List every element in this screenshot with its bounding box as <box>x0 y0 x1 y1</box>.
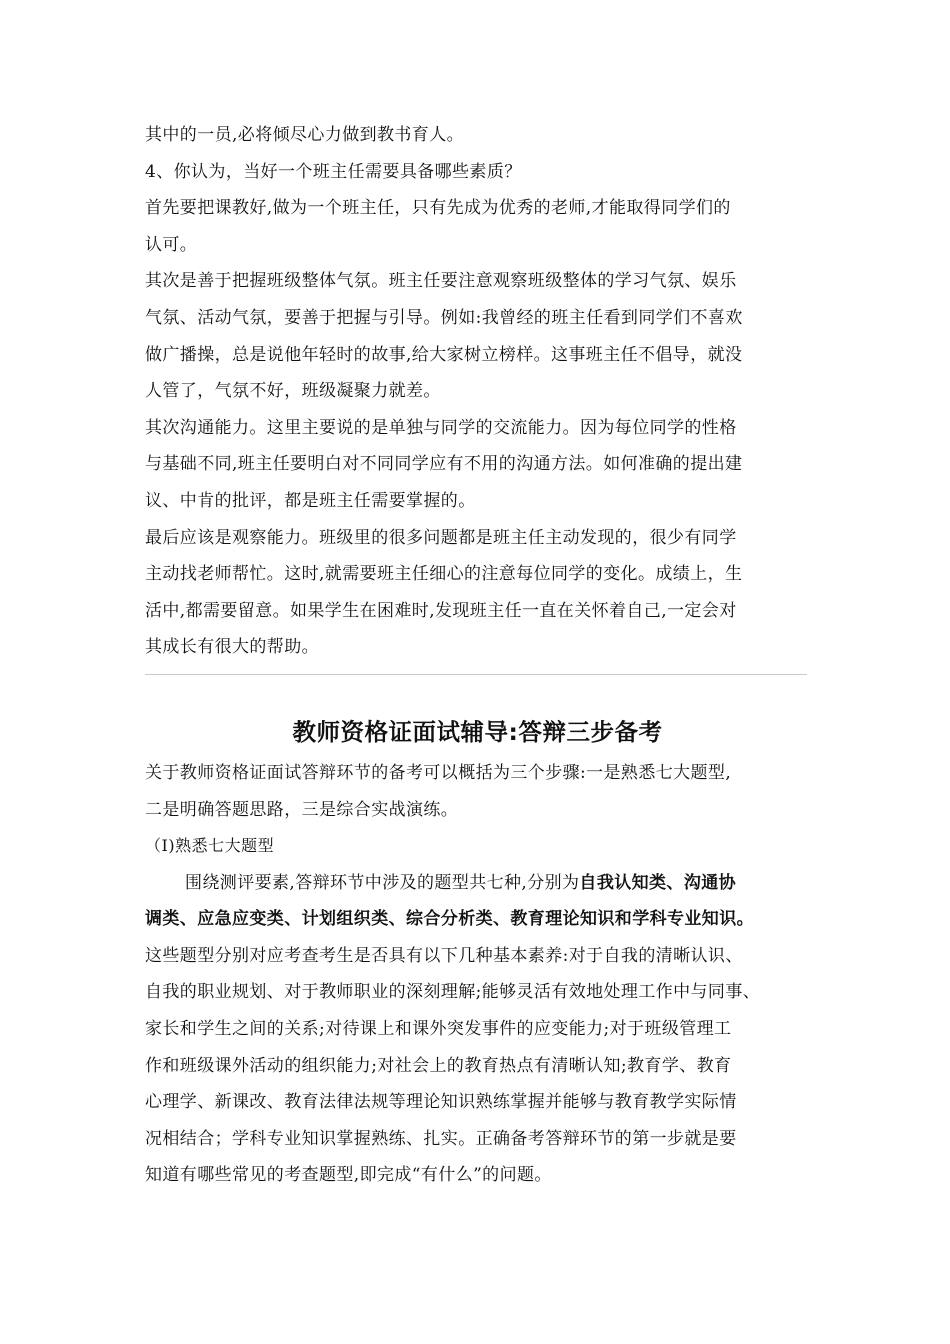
text-line: 家长和学生之间的关系;对待课上和课外突发事件的应变能力;对于班级管理工 <box>145 1019 732 1040</box>
text-line: 认可。 <box>145 234 198 255</box>
text-line: 其次是善于把握班级整体气氛。班主任要注意观察班级整体的学习气氛、娱乐 <box>145 271 737 292</box>
text-line: 气氛、活动气氛，要善于把握与引导。例如:我曾经的班主任看到同学们不喜欢 <box>145 307 743 328</box>
text-line: 知道有哪些常见的考查题型,即完成“有什么”的问题。 <box>145 1165 552 1186</box>
text-line: 首先要把课教好,做为一个班主任，只有先成为优秀的老师,才能取得同学们的 <box>145 198 731 219</box>
text-line: 活中,都需要留意。如果学生在困难时,发现班主任一直在关怀着自己,一定会对 <box>145 600 737 621</box>
text-line: 主动找老师帮忙。这时,就需要班主任细心的注意每位同学的变化。成绩上，生 <box>145 564 743 585</box>
text-line <box>145 865 810 902</box>
bold-text: 自我认知类、沟通协 <box>579 872 737 893</box>
intro-line: 二是明确答题思路，三是综合实战演练。 <box>145 799 459 820</box>
text-line: 最后应该是观察能力。班级里的很多问题都是班主任主动发现的，很少有同学 <box>145 527 737 548</box>
text-line: 作和班级课外活动的组织能力;对社会上的教育热点有清晰认知;教育学、教育 <box>145 1055 732 1076</box>
text-line: 人管了，气氛不好，班级凝聚力就差。 <box>145 381 441 402</box>
document-page <box>145 117 810 1194</box>
section-exam-guide <box>145 715 810 1194</box>
section-divider <box>145 674 807 675</box>
text-line: 其中的一员,必将倾尽心力做到教书育人。 <box>145 125 465 145</box>
text-line: 其次沟通能力。这里主要说的是单独与同学的交流能力。因为每位同学的性格 <box>145 417 737 438</box>
text-line: 议、中肯的批评，都是班主任需要掌握的。 <box>145 490 476 511</box>
text-line: 心理学、新课改、教育法律法规等理论知识熟练掌握并能够与教育教学实际情 <box>145 1092 737 1113</box>
intro-line: 关于教师资格证面试答辩环节的备考可以概括为三个步骤:一是熟悉七大题型, <box>145 762 732 783</box>
plain-text: 围绕测评要素,答辩环节中涉及的题型共七种,分别为 <box>185 872 580 893</box>
article-title: 教师资格证面试辅导:答辩三步备考 <box>292 717 663 746</box>
text-line: 与基础不同,班主任要明白对不同同学应有不用的沟通方法。如何准确的提出建 <box>145 454 743 475</box>
bold-text-line: 调类、应急应变类、计划组织类、综合分析类、教育理论知识和学科专业知识。 <box>145 909 754 930</box>
subheading: （Ⅰ)熟悉七大题型 <box>145 836 275 856</box>
text-line: 自我的职业规划、对于教师职业的深刻理解;能够灵活有效地处理工作中与同事、 <box>145 982 761 1003</box>
text-line: 做广播操，总是说他年轻时的故事,给大家树立榜样。这事班主任不倡导，就没 <box>145 344 743 365</box>
text-line: 这些题型分别对应考查考生是否具有以下几种基本素养:对于自我的清晰认识、 <box>145 945 743 966</box>
text-line: 其成长有很大的帮助。 <box>145 637 319 658</box>
text-line: 况相结合；学科专业知识掌握熟练、扎实。正确备考答辩环节的第一步就是要 <box>145 1128 737 1149</box>
question-heading: 4、你认为，当好一个班主任需要具备哪些素质？ <box>145 161 522 182</box>
section-answer-q4 <box>145 117 810 666</box>
